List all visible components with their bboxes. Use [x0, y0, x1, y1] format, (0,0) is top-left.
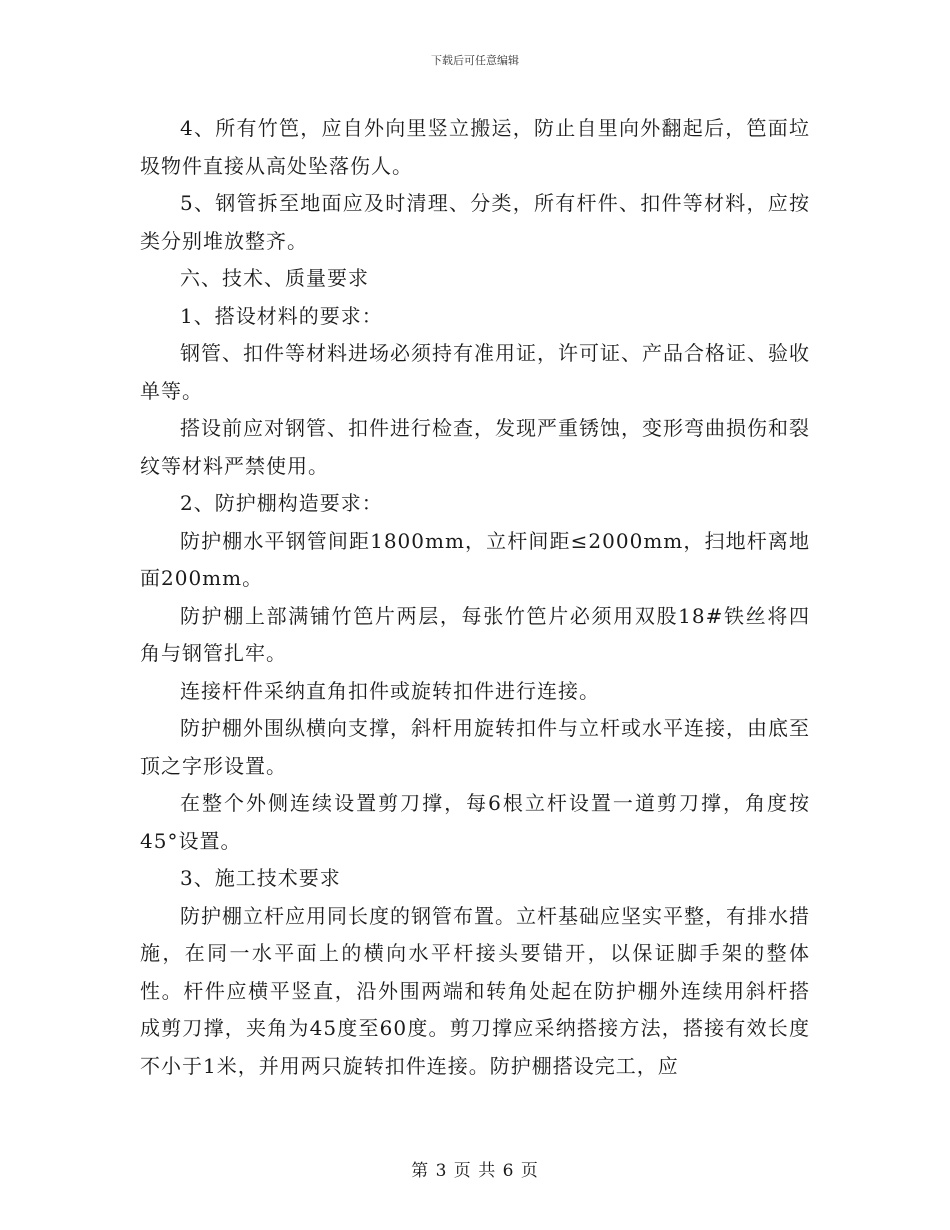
paragraph-construction-details: 防护棚立杆应用同长度的钢管布置。立杆基础应坚实平整，有排水措施，在同一水平面上的横向水平杆接头要错开，以保证脚手架的整体性。杆件应横平竖直，沿外围两端和转角处起在防护棚外连续用斜杆搭成剪刀撑，夹角为45度至60度。剪刀撑应采纳搭接方法，搭接有效长度不小于1米，并用两只旋转扣件连接。防护棚搭设完工，应 [140, 903, 810, 1078]
paragraph-item-5: 5、钢管拆至地面应及时清理、分类，所有杆件、扣件等材料，应按类分别堆放整齐。 [140, 191, 810, 253]
page-number: 第 3 页 共 6 页 [411, 1161, 539, 1181]
paragraph-materials-certs: 钢管、扣件等材料进场必须持有准用证，许可证、产品合格证、验收单等。 [140, 341, 810, 403]
paragraph-structure-spacing: 防护棚水平钢管间距1800mm，立杆间距≤2000mm，扫地杆离地面200mm。 [140, 528, 810, 590]
paragraph-structure-bracing: 防护棚外围纵横向支撑，斜杆用旋转扣件与立杆或水平连接，由底至顶之字形设置。 [140, 716, 810, 778]
paragraph-structure-scissor: 在整个外侧连续设置剪刀撑，每6根立杆设置一道剪刀撑，角度按45°设置。 [140, 791, 810, 853]
section-heading-tech-quality: 六、技术、质量要求 [180, 266, 369, 290]
subheading-structure: 2、防护棚构造要求： [180, 491, 383, 515]
document-body [140, 110, 810, 1085]
paragraph-structure-fasteners: 连接杆件采纳直角扣件或旋转扣件进行连接。 [180, 678, 600, 703]
subheading-construction: 3、施工技术要求 [180, 866, 341, 890]
page-header: 下载后可任意编辑 [431, 54, 519, 67]
paragraph-item-4: 4、所有竹笆，应自外向里竖立搬运，防止自里向外翻起后，笆面垃圾物件直接从高处坠落伤人。 [140, 116, 810, 178]
subheading-materials: 1、搭设材料的要求： [180, 303, 383, 328]
paragraph-structure-bamboo: 防护棚上部满铺竹笆片两层，每张竹笆片必须用双股18#铁丝将四角与钢管扎牢。 [140, 603, 810, 665]
paragraph-materials-inspection: 搭设前应对钢管、扣件进行检查，发现严重锈蚀，变形弯曲损伤和裂纹等材料严禁使用。 [140, 416, 810, 478]
